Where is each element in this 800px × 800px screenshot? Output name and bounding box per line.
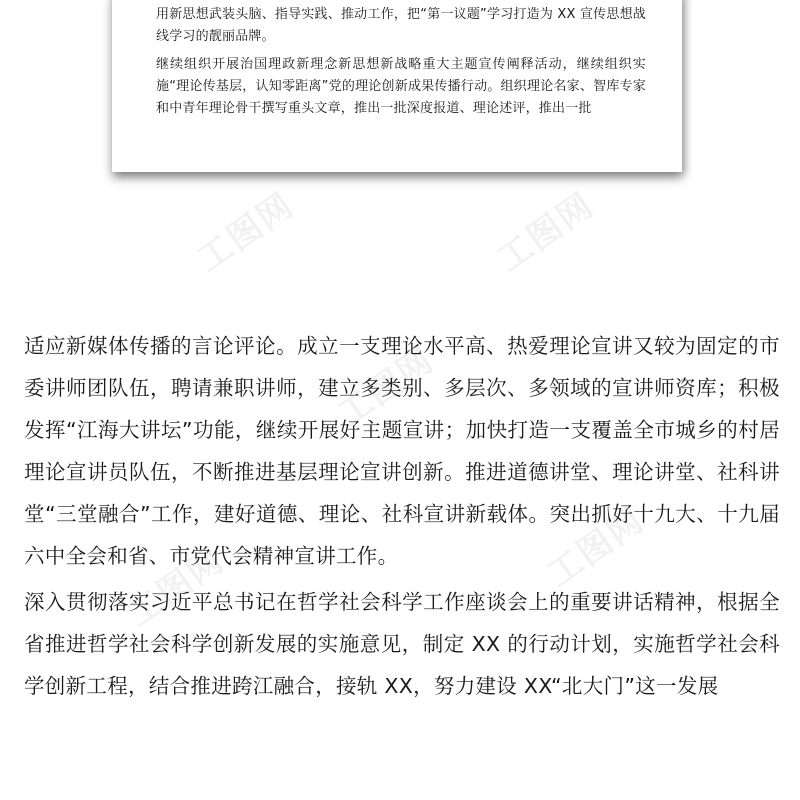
watermark: 工图网 xyxy=(190,185,302,280)
body-paragraph: 深入贯彻落实习近平总书记在哲学社会科学工作座谈会上的重要讲话精神，根据全省推进哲学社会科学创新发展的实施意见，制定 XX 的行动计划，实施哲学社会科学创新工程，结合推进跨江融合，接轨 XX，努力建设 XX“北大门”这一发展 xyxy=(24,590,780,698)
watermark: 工图网 xyxy=(490,185,602,280)
card-paragraph: 用新思想武装头脑、指导实践、推动工作，把“第一议题”学习打造为 XX 宣传思想战线学习的靓丽品牌。 xyxy=(156,7,646,44)
watermark: 工图网 xyxy=(540,500,652,595)
body-paragraph: 适应新媒体传播的言论评论。成立一支理论水平高、热爱理论宣讲又较为固定的市委讲师团队伍，聘请兼职讲师，建立多类别、多层次、多领域的宣讲师资库；积极发挥“江海大讲坛”功能，继续开展好主题宣讲；加快打造一支覆盖全市城乡的村居理论宣讲员队伍，不断推进基层理论宣讲创新。推进道德讲堂、理论讲堂、社科讲堂“三堂融合”工作，建好道德、理论、社科宣讲新载体。突出抓好十九大、十九届六中全会和省、市党代会精神宣讲工作。 xyxy=(24,334,780,568)
watermark: 工图网 xyxy=(120,540,232,635)
document-body xyxy=(24,325,780,707)
document-preview-card xyxy=(112,0,682,172)
watermark: 工图网 xyxy=(330,340,442,435)
card-paragraph: 继续组织开展治国理政新理念新思想新战略重大主题宣传阐释活动，继续组织实施“理论传基层，认知零距离”党的理论创新成果传播行动。组织理论名家、智库专家和中青年理论骨干撰写重头文章，推出一批深度报道、理论述评，推出一批 xyxy=(156,57,646,116)
